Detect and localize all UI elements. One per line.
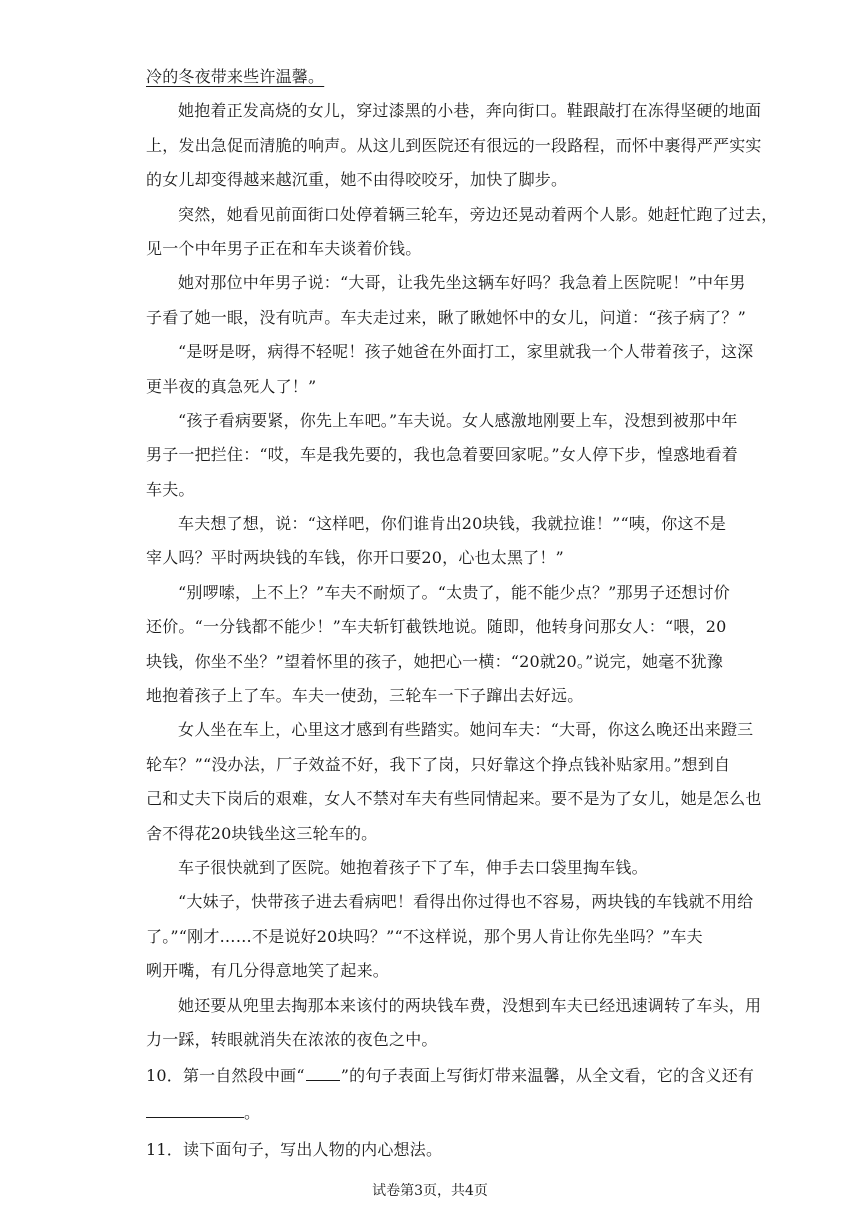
- question-line: [146, 1057, 755, 1094]
- paragraph: [146, 576, 730, 714]
- passage-line: 车夫想了想，说：“这样吧，你们谁肯出20块钱，我就拉谁！”“咦，你这不是: [178, 514, 727, 534]
- passage-line: 突然，她看见前面街口处停着辆三轮车，旁边还晃动着两个人影。她赶忙跑了过去，: [178, 204, 778, 224]
- passage-line: 见一个中年男子正在和车夫谈着价钱。: [146, 238, 422, 258]
- passage-line: “孩子看病要紧，你先上车吧。”车夫说。女人感激地刚要上车，没想到被那中年: [178, 410, 738, 430]
- paragraph: [146, 335, 754, 404]
- paragraph: [146, 713, 762, 851]
- passage-line: 她对那位中年男子说：“大哥，让我先坐这辆车好吗？我急着上医院呢！”中年男: [178, 273, 746, 293]
- answer-blank[interactable]: [306, 1066, 340, 1081]
- question-text: 10．第一自然段中画“: [146, 1066, 305, 1086]
- paragraph: [146, 507, 727, 576]
- passage-line: 轮车？”“没办法，厂子效益不好，我下了岗，只好靠这个挣点钱补贴家用。”想到自: [146, 754, 731, 774]
- paragraph: [146, 851, 716, 885]
- passage-line: 还价。“一分钱都不能少！”车夫斩钉截铁地说。随即，他转身问那女人：“喂，20: [146, 617, 727, 637]
- passage-content: [146, 60, 778, 1168]
- passage-line: 了。”“刚才……不是说好20块吗？”“不这样说，那个男人肯让你先坐吗？”车夫: [146, 926, 703, 946]
- question-text: ”的句子表面上写街灯带来温馨，从全文看，它的含义还有: [340, 1066, 755, 1086]
- answer-blank[interactable]: [146, 1103, 244, 1118]
- passage-line: 块钱，你坐不坐？”望着怀里的孩子，她把心一横：“20就20。”说完，她毫不犹豫: [146, 651, 724, 671]
- passage-line: 车夫。: [146, 479, 195, 499]
- question-11: 11．读下面句子，写出人物的内心想法。: [146, 1140, 443, 1160]
- passage-line: 力一踩，转眼就消失在浓浓的夜色之中。: [146, 1029, 438, 1049]
- passage-line: 她还要从兜里去掏那本来该付的两块钱车费，没想到车夫已经迅速调转了车头，用: [178, 995, 762, 1015]
- page-footer: 试卷第3页，共4页: [372, 1183, 488, 1199]
- passage-line: 车子很快就到了医院。她抱着孩子下了车，伸手去口袋里掏车钱。: [178, 857, 648, 877]
- passage-line: 她抱着正发高烧的女儿，穿过漆黑的小巷，奔向街口。鞋跟敲打在冻得坚硬的地面: [178, 101, 762, 121]
- question-text: 。: [244, 1103, 261, 1123]
- passage-line: 咧开嘴，有几分得意地笑了起来。: [146, 961, 390, 981]
- paragraph: [146, 94, 762, 197]
- passage-line: 的女儿却变得越来越沉重，她不由得咬咬牙，加快了脚步。: [146, 170, 568, 190]
- passage-line: “别啰嗦，上不上？”车夫不耐烦了。“太贵了，能不能少点？”那男子还想讨价: [178, 582, 730, 602]
- question-10: [146, 1057, 755, 1131]
- passage-line: “是呀是呀，病得不轻呢！孩子她爸在外面打工，家里就我一个人带着孩子，这深: [178, 342, 754, 362]
- passage-line: 男子一把拦住：“哎，车是我先要的，我也急着要回家呢。”女人停下步，惶惑地看着: [146, 445, 738, 465]
- passage-line: 宰人吗？平时两块钱的车钱，你开口要20，心也太黑了！”: [146, 548, 564, 568]
- paragraph: [146, 198, 778, 267]
- paragraph: [146, 885, 754, 988]
- question-line: [146, 1094, 716, 1131]
- passage-line: “大妹子，快带孩子进去看病吧！看得出你过得也不容易，两块钱的车钱就不用给: [178, 892, 754, 912]
- passage-line: 舍不得花20块钱坐这三轮车的。: [146, 823, 378, 843]
- passage-line: 地抱着孩子上了车。车夫一使劲，三轮车一下子蹿出去好远。: [146, 686, 584, 706]
- paragraph: [146, 404, 738, 507]
- passage-line: 更半夜的真急死人了！”: [146, 376, 317, 396]
- passage-line: 子看了她一眼，没有吭声。车夫走过来，瞅了瞅她怀中的女儿，问道：“孩子病了？”: [146, 307, 746, 327]
- passage-line: 己和丈夫下岗后的艰难，女人不禁对车夫有些同情起来。要不是为了女儿，她是怎么也: [146, 789, 762, 809]
- passage-line: 冷的冬夜带来些许温馨。: [146, 67, 325, 86]
- paragraph: [146, 989, 762, 1058]
- passage-line: 女人坐在车上，心里这才感到有些踏实。她问车夫：“大哥，你这么晚还出来蹬三: [178, 720, 754, 740]
- paragraph: [146, 266, 746, 335]
- passage-line: 上，发出急促而清脆的响声。从这儿到医院还有很远的一段路程，而怀中裹得严严实实: [146, 135, 762, 155]
